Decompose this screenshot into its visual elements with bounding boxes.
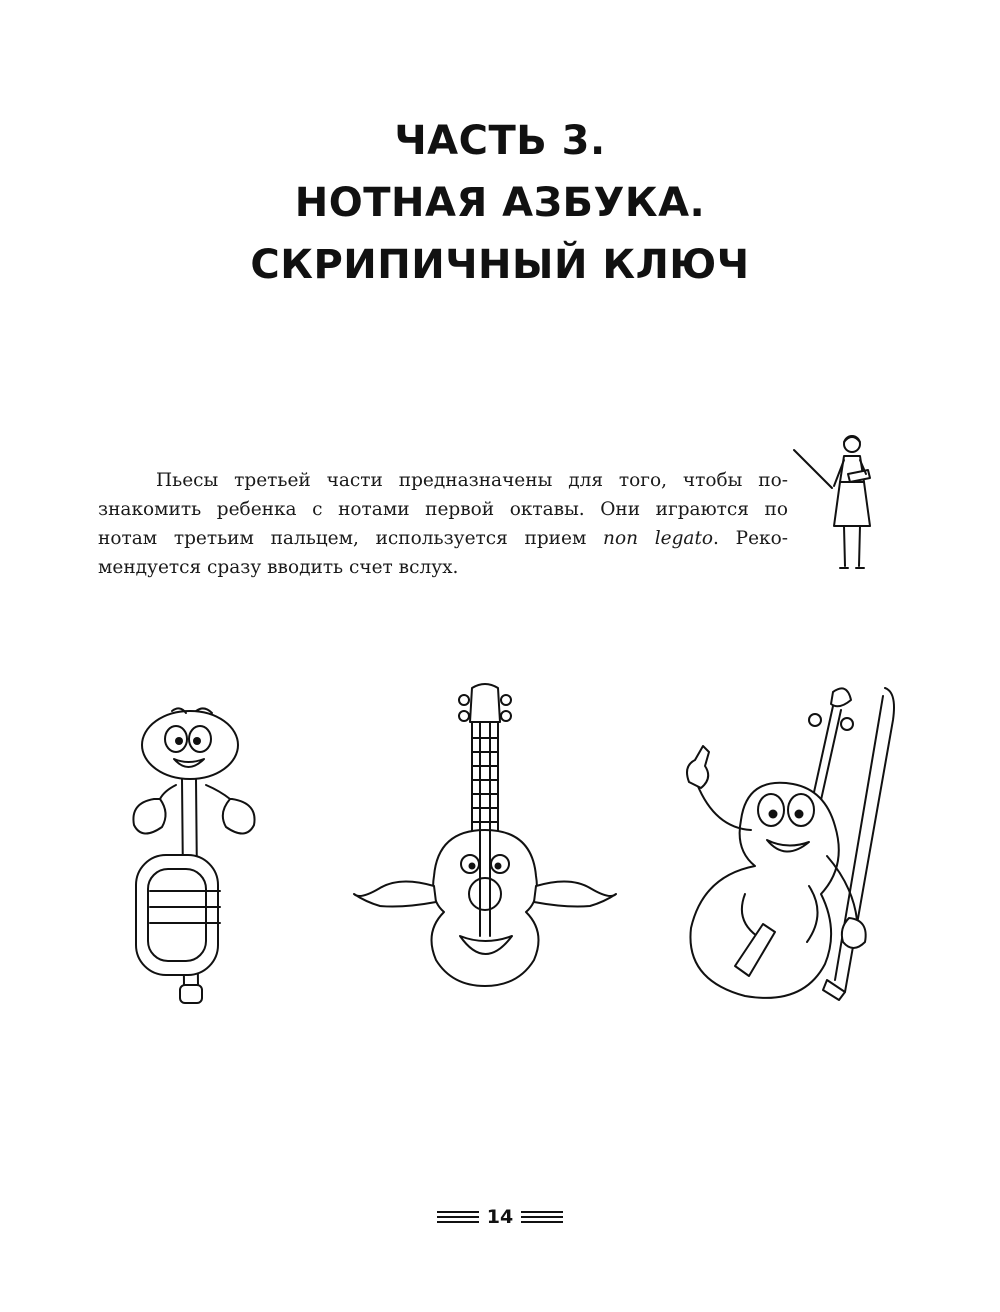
violin-scroll (831, 688, 851, 706)
tuning-peg-1 (459, 695, 469, 705)
tuning-peg-3 (501, 695, 511, 705)
footer-rule-left (437, 1211, 479, 1223)
violin-illustration (675, 680, 900, 1010)
ukulele-headstock (470, 684, 500, 722)
title-line-2: НОТНАЯ АЗБУКА. (294, 180, 706, 226)
trumpet-hand-left (133, 799, 165, 834)
ukulele-arm-right (534, 881, 616, 906)
pointer-stick (794, 450, 832, 488)
trumpet-loop-inner (148, 869, 206, 961)
trumpet-pupil-right (193, 737, 201, 745)
violin-peg-1 (809, 714, 821, 726)
intro-line-4: мендуется сразу вводить счет вслух. (98, 557, 459, 578)
page-title (0, 110, 1000, 296)
ukulele-pupil-right (495, 863, 502, 870)
ukulele-neck (472, 722, 498, 842)
page-number: 14 (486, 1206, 514, 1228)
teacher-legs (844, 526, 860, 566)
violin-hand-pointing (687, 746, 709, 788)
footer-rule-right (521, 1211, 563, 1223)
trumpet-pupil-left (175, 737, 183, 745)
intro-line-3-start: нотам третьим пальцем, используется прием (98, 528, 604, 549)
teacher-skirt (834, 482, 870, 526)
title-line-3: СКРИПИЧНЫЙ КЛЮЧ (250, 242, 750, 288)
intro-line-3 (98, 524, 788, 553)
intro-line-3-end: . Реко- (713, 528, 788, 549)
ukulele-illustration (340, 680, 630, 990)
tuning-peg-4 (501, 711, 511, 721)
teacher-illustration (790, 430, 900, 580)
trumpet-hand-right (223, 799, 255, 834)
intro-line-1: Пьесы третьей части предназначены для того, чтобы по- (156, 470, 788, 491)
tuning-peg-2 (459, 711, 469, 721)
violin-pupil-left (769, 810, 778, 819)
violin-bow-frog (823, 980, 845, 1000)
violin-hand-right (842, 918, 866, 948)
ukulele-pupil-left (469, 863, 476, 870)
intro-line-2: знакомить ребенка с нотами первой октавы. Они играются по (98, 499, 788, 520)
trumpet-illustration (120, 695, 280, 1015)
trumpet-arms (160, 785, 230, 799)
ukulele-sound-hole (469, 878, 501, 910)
page-footer (0, 1206, 1000, 1228)
trumpet-mouthpiece (180, 985, 202, 1003)
violin-pupil-right (795, 810, 804, 819)
ukulele-arm-left (354, 881, 436, 906)
non-legato-term: non legato (603, 528, 714, 549)
title-line-1: ЧАСТЬ 3. (394, 118, 606, 164)
violin-peg-2 (841, 718, 853, 730)
intro-paragraph (98, 466, 788, 582)
